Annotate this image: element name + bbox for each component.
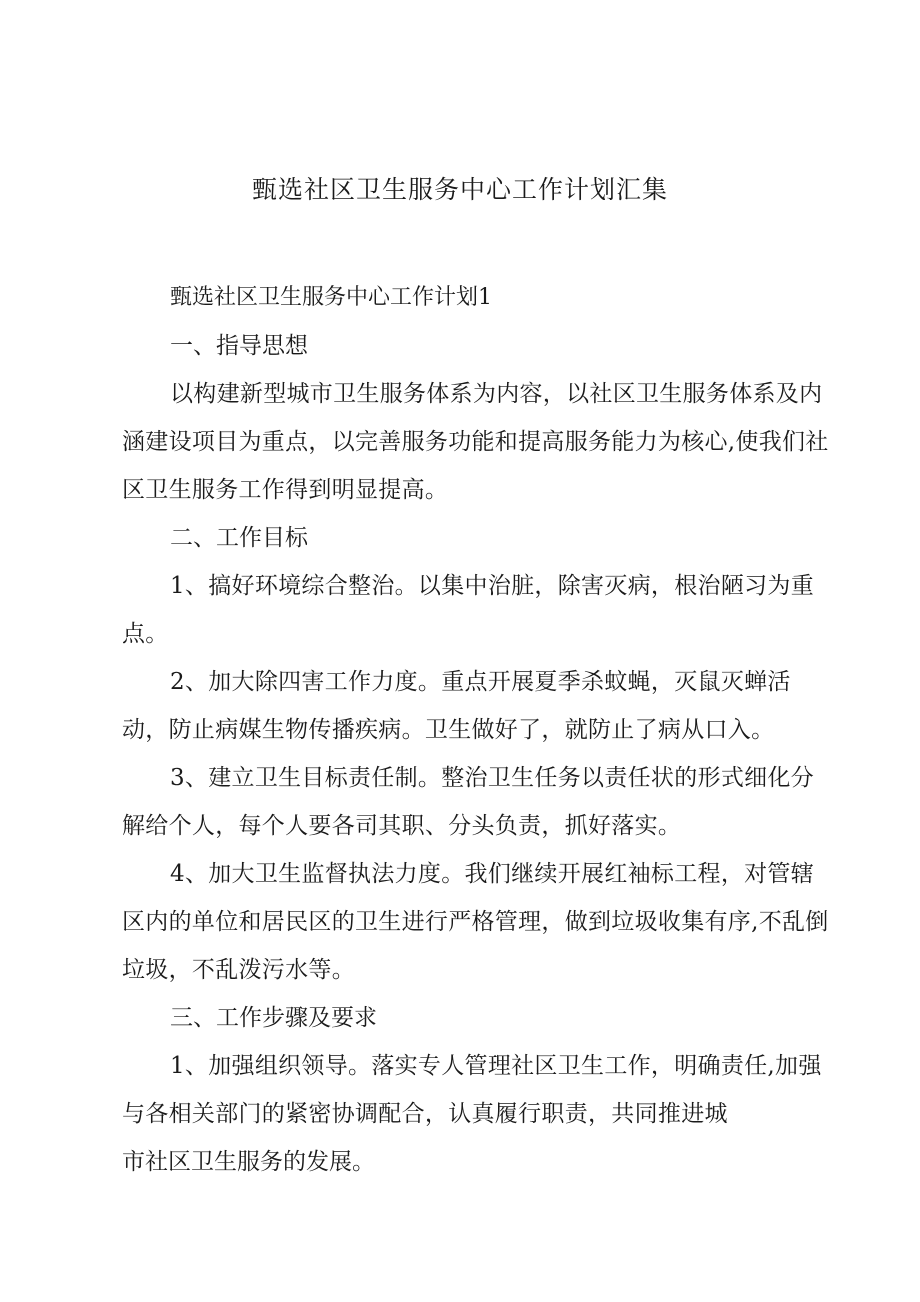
section-subtitle: 甄选社区卫生服务中心工作计划1 — [170, 285, 492, 310]
paragraph-step-1-continued: 市社区卫生服务的发展。 — [122, 1149, 375, 1175]
document-body — [122, 274, 832, 1186]
heading-work-steps: 三、工作步骤及要求 — [170, 1005, 377, 1031]
document-title: 甄选社区卫生服务中心工作计划汇集 — [251, 175, 668, 204]
paragraph-goal-2: 2、加大除四害工作力度。重点开展夏季杀蚊蝇，灭鼠灭蝉活动，防止病媒生物传播疾病。卫生做好了，就防止了病从口入。 — [122, 669, 791, 743]
paragraph-guiding-thought: 以构建新型城市卫生服务体系为内容，以社区卫生服务体系及内涵建设项目为重点，以完善服务功能和提高服务能力为核心,使我们社区卫生服务工作得到明显提高。 — [122, 381, 829, 503]
heading-work-goals: 二、工作目标 — [170, 525, 308, 551]
paragraph-goal-4: 4、加大卫生监督执法力度。我们继续开展红袖标工程，对管辖区内的单位和居民区的卫生进行严格管理，做到垃圾收集有序,不乱倒垃圾，不乱泼污水等。 — [122, 861, 829, 983]
paragraph-step-1: 1、加强组织领导。落实专人管理社区卫生工作，明确责任,加强与各相关部门的紧密协调配合，认真履行职责，共同推进城 — [122, 1053, 822, 1127]
paragraph-goal-1: 1、搞好环境综合整治。以集中治脏，除害灭病，根治陋习为重点。 — [122, 573, 815, 647]
paragraph-goal-3: 3、建立卫生目标责任制。整治卫生任务以责任状的形式细化分解给个人，每个人要各司其职、分头负责，抓好落实。 — [122, 765, 815, 839]
heading-guiding-thought: 一、指导思想 — [170, 333, 308, 359]
